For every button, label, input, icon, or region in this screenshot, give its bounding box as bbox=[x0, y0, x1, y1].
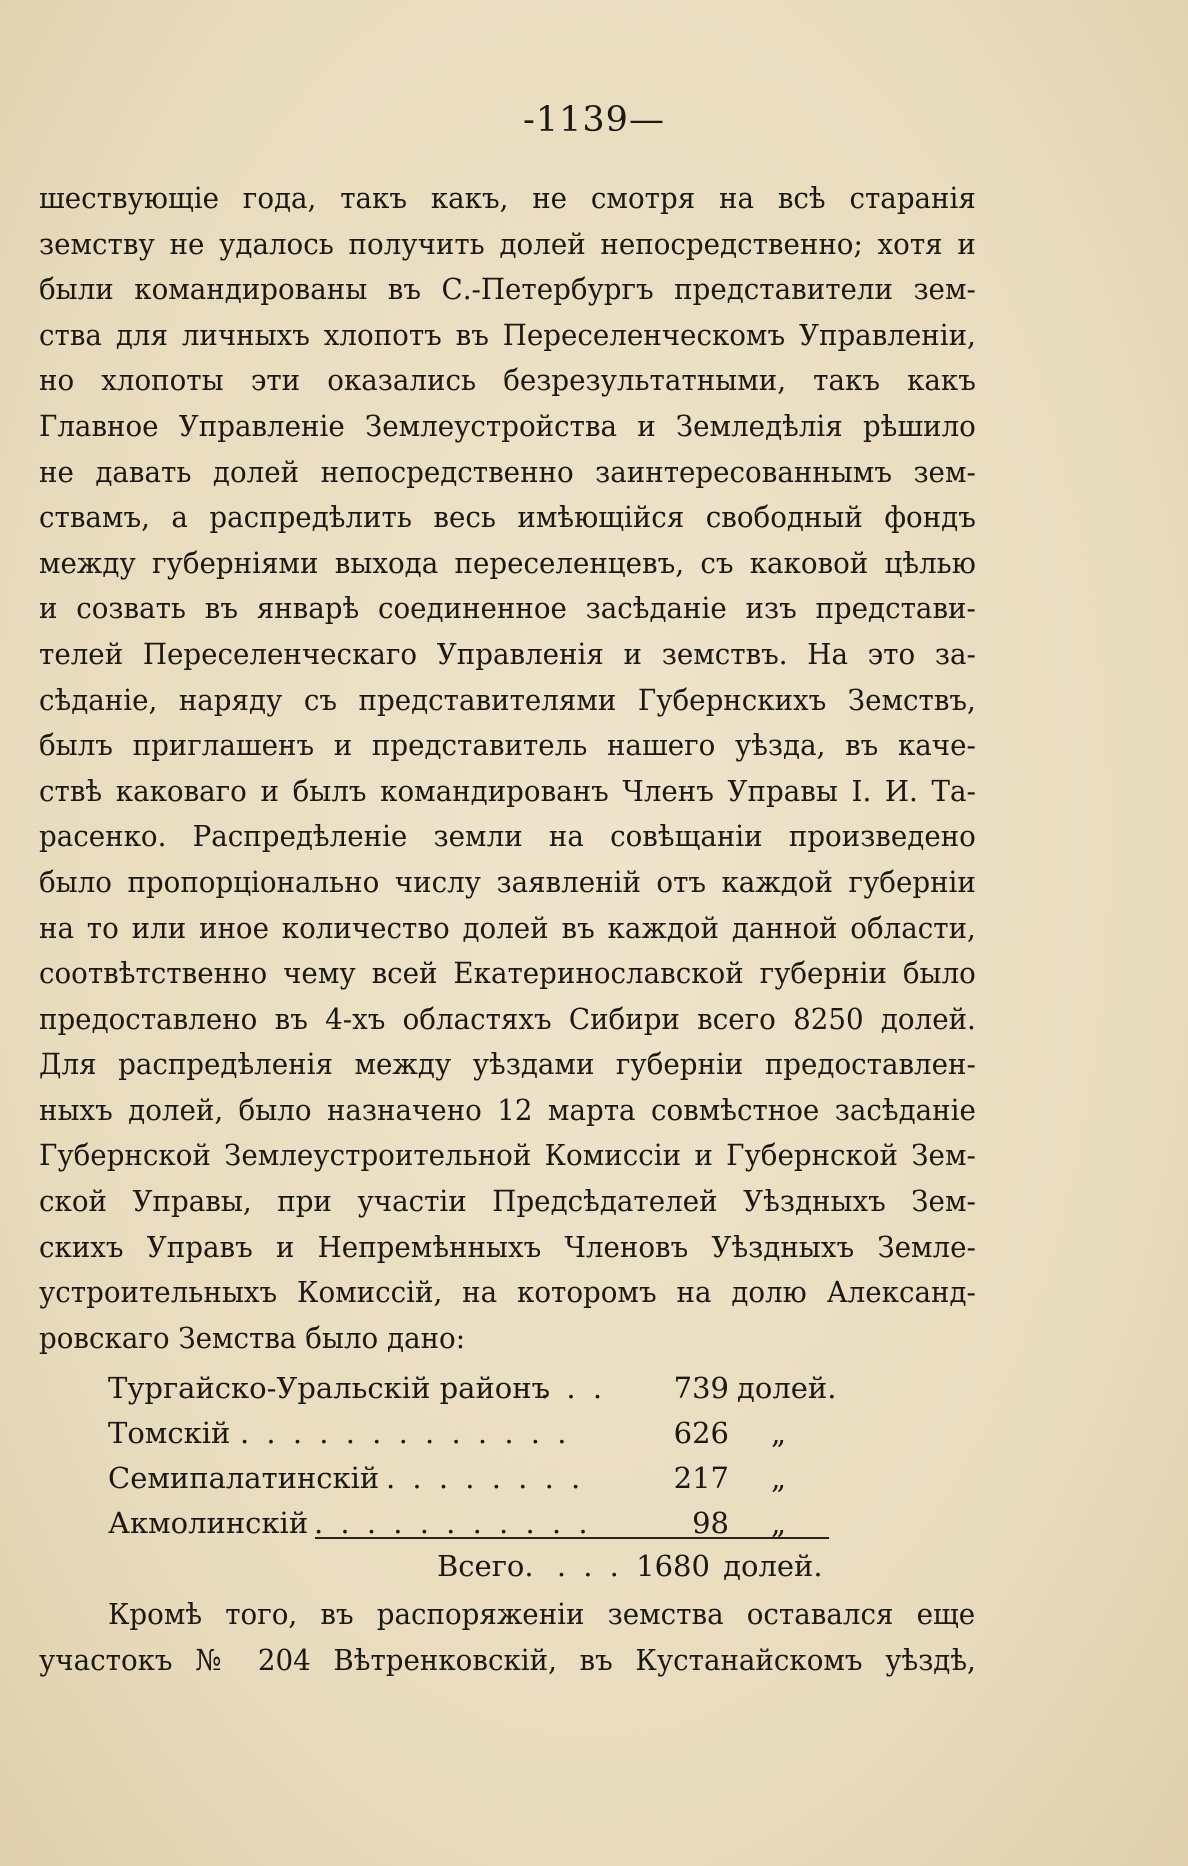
region-name: Тургайско-Уральскій районъ bbox=[108, 1371, 551, 1405]
text-line: но хлопоты эти оказались безрезультатными, такъ какъ bbox=[39, 363, 976, 398]
ditto-mark: „ bbox=[771, 1416, 787, 1450]
text-line: телей Переселенческаго Управленія и земствъ. На это за- bbox=[39, 636, 976, 671]
text-line: ской Управы, при участіи Предсѣдателей Уѣздныхъ Зем- bbox=[39, 1184, 976, 1219]
region-name: Семипалатинскій bbox=[108, 1461, 380, 1495]
total-label: Всего. bbox=[437, 1549, 534, 1583]
text-line: участокъ № 204 Вѣтренковскій, въ Кустанайскомъ уѣздѣ, bbox=[39, 1642, 976, 1677]
text-line: сѣданіе, наряду съ представителями Губернскихъ Земствъ, bbox=[39, 682, 976, 717]
text-line: Для распредѣленія между уѣздами губерніи предоставлен- bbox=[39, 1047, 976, 1082]
allocation-row bbox=[108, 1411, 838, 1456]
page-number: -1139— bbox=[523, 100, 665, 140]
allocation-row bbox=[108, 1456, 838, 1501]
text-line: устроительныхъ Комиссій, на которомъ на долю Александ- bbox=[39, 1275, 976, 1310]
text-line: соотвѣтственно чему всей Екатеринославской губерніи было bbox=[39, 956, 976, 991]
text-line: ствѣ каковаго и былъ командированъ Членъ Управы І. И. Та- bbox=[39, 773, 976, 808]
text-line: Кромѣ того, въ распоряженіи земства оставался еще bbox=[108, 1597, 976, 1631]
leader-dots: . . . . . . . . bbox=[386, 1461, 585, 1495]
text-line: Главное Управленіе Землеустройства и Земледѣлія рѣшило bbox=[39, 408, 976, 443]
text-line: ствамъ, а распредѣлить весь имѣющійся свободный фондъ bbox=[39, 500, 976, 535]
leader-dots: . . . . . . . . . . . bbox=[314, 1506, 592, 1540]
text-line: скихъ Управъ и Непремѣнныхъ Членовъ Уѣздныхъ Земле- bbox=[39, 1229, 976, 1264]
region-unit: долей. bbox=[737, 1371, 837, 1405]
main-paragraph bbox=[39, 176, 976, 1361]
text-line: предоставлено въ 4-хъ областяхъ Сибири всего 8250 долей. bbox=[39, 1001, 976, 1036]
text-line: были командированы въ С.-Петербургъ представители зем- bbox=[39, 272, 976, 307]
region-value: 739 bbox=[673, 1371, 729, 1405]
region-value: 626 bbox=[673, 1416, 729, 1450]
text-line: шествующіе года, такъ какъ, не смотря на всѣ старанія bbox=[39, 181, 976, 215]
total-value: 1680 bbox=[636, 1549, 710, 1583]
text-line: Губернской Землеустроительной Комиссіи и Губернской Зем- bbox=[39, 1138, 976, 1173]
allocation-row bbox=[108, 1366, 838, 1411]
text-line: было пропорціонально числу заявленій отъ каждой губерніи bbox=[39, 864, 976, 899]
allocation-row bbox=[108, 1501, 838, 1546]
text-line: земству не удалось получить долей непосредственно; хотя и bbox=[39, 226, 976, 261]
leader-dots: . . . bbox=[556, 1549, 623, 1583]
text-line: между губерніями выхода переселенцевъ, съ каковой цѣлью bbox=[39, 545, 976, 580]
text-line: ныхъ долей, было назначено 12 марта совмѣстное засѣданіе bbox=[39, 1092, 976, 1127]
ditto-mark: „ bbox=[771, 1506, 787, 1540]
text-line: не давать долей непосредственно заинтересованнымъ зем- bbox=[39, 454, 976, 489]
text-line: ровскаго Земства было дано: bbox=[39, 1320, 466, 1355]
region-name: Акмолинскій bbox=[108, 1506, 309, 1540]
allocation-table bbox=[108, 1366, 838, 1546]
sum-rule bbox=[315, 1537, 829, 1539]
text-line: на то или иное количество долей въ каждой данной области, bbox=[39, 910, 976, 945]
leader-dots: . . . . . . . . . . . . . bbox=[240, 1416, 571, 1450]
total-unit: долей. bbox=[723, 1549, 823, 1583]
leader-dots: . . . bbox=[540, 1371, 607, 1405]
region-value: 217 bbox=[673, 1461, 729, 1495]
total-row bbox=[437, 1544, 823, 1589]
ditto-mark: „ bbox=[771, 1461, 787, 1495]
text-line: и созвать въ январѣ соединенное засѣданіе изъ представи- bbox=[39, 591, 976, 626]
text-line: былъ приглашенъ и представитель нашего уѣзда, въ каче- bbox=[39, 728, 976, 763]
following-paragraph bbox=[39, 1592, 976, 1683]
region-name: Томскій bbox=[108, 1416, 231, 1450]
text-line: расенко. Распредѣленіе земли на совѣщаніи произведено bbox=[39, 819, 976, 854]
region-value: 98 bbox=[692, 1506, 729, 1540]
text-line: ства для личныхъ хлопотъ въ Переселенческомъ Управленіи, bbox=[39, 317, 976, 352]
